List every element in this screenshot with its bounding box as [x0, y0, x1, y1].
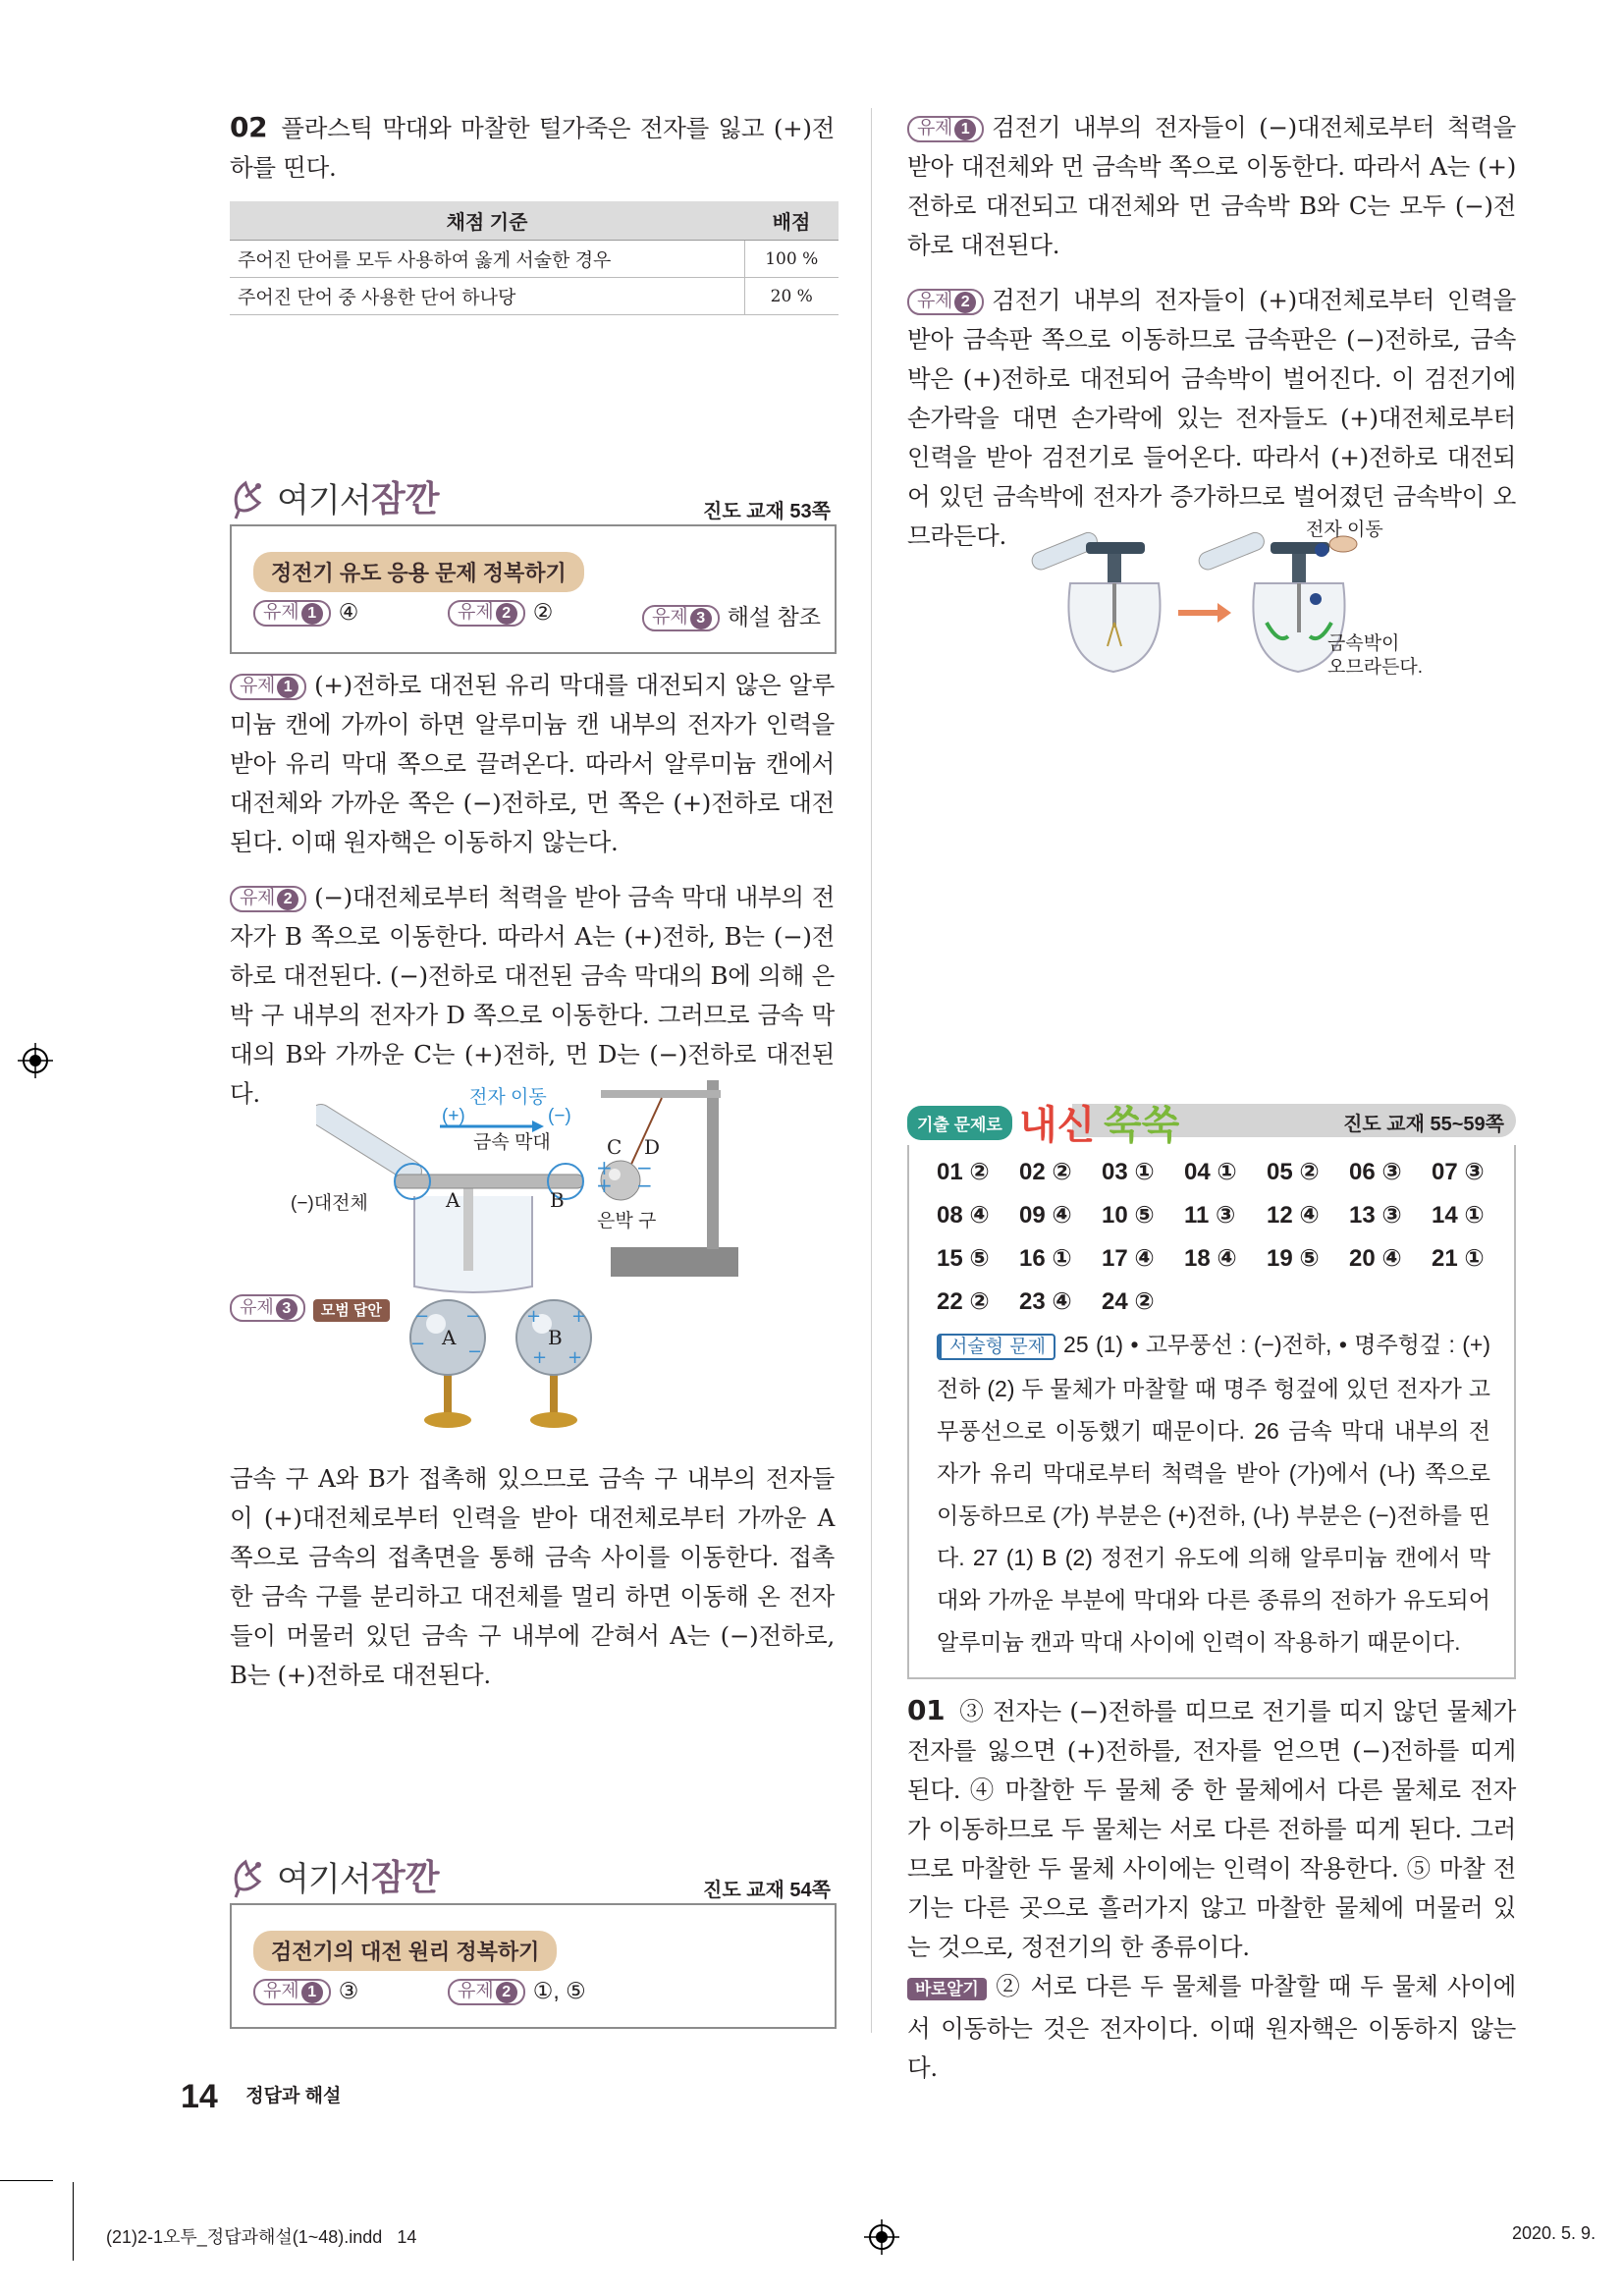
answer-1: 유제 1 ④ — [253, 599, 358, 627]
label-b: B — [550, 1188, 565, 1212]
svg-text:+: + — [526, 1306, 542, 1327]
label-metal-rod: 금속 막대 — [473, 1132, 551, 1153]
label-charged-body: (−)대전체 — [291, 1193, 368, 1214]
svg-text:−: − — [636, 1156, 653, 1179]
explanation-2: 유제 2 (−)대전체로부터 척력을 받아 금속 막대 내부의 전자가 B 쪽으로 이동한다. 따라서 A는 (+)전하, B는 (−)전하로 대전된다. (−)전하로 대전된 금속 막대의 B에 의해 은박 구 내부의 전자가 D 쪽으로 이동한다. 그러므로 금속 막대의 B와 가까운 C는 (+)전하, 먼 D는 (−)전하로 대전된다. — [230, 883, 835, 1108]
exam-answers — [937, 1151, 1514, 1324]
figure-induction — [291, 1080, 748, 1296]
answer-2: 유제 2 ①, ⑤ — [448, 1978, 586, 2005]
label-electron-move: 전자 이동 — [469, 1087, 547, 1108]
answer-row: 08 ④ 09 ④ 10 ⑤ 11 ③ 12 ④ 13 ③ 14 ① — [937, 1202, 1485, 1229]
section-title-b: 잠깐 — [371, 1857, 440, 1897]
section-pill: 정전기 유도 응용 문제 정복하기 — [253, 552, 584, 592]
section-box-1 — [230, 524, 837, 654]
question-01-block — [907, 1691, 1516, 2088]
sphere-a-label: A — [442, 1326, 457, 1349]
crop-line-h — [0, 2180, 53, 2181]
correction: 바로알기 ② 서로 다른 두 물체를 마찰할 때 두 물체 사이에서 이동하는 것은 전자이다. 이때 원자핵은 이동하지 않는다. — [907, 1972, 1516, 2082]
exam-label: 기출 문제로 — [907, 1106, 1012, 1140]
column-divider — [871, 108, 872, 2033]
answer-3: 유제 3 해설 참조 — [642, 599, 821, 631]
sphere-b-label: B — [548, 1326, 563, 1349]
exam-ref: 진도 교재 55~59쪽 — [1343, 1114, 1504, 1135]
section-header-1 — [230, 469, 835, 520]
score-header-points: 배점 — [744, 201, 839, 241]
label-c: C — [607, 1135, 622, 1159]
svg-text:−: − — [410, 1334, 426, 1354]
label-d: D — [644, 1135, 661, 1159]
left-explanations — [230, 666, 835, 1114]
essay-answers: 서술형 문제 25 (1) • 고무풍선 : (−)전하, • 명주헝겊 : (+)전하 (2) 두 물체가 마찰할 때 명주 헝겊에 있던 전자가 고무풍선으로 이동했기 때문이다. 26 금속 막대 내부의 전자가 유리 막대로부터 척력을 받아 (가)에서 (나) 쪽으로 이동하므로 (가) 부분은 (+)전하, (나) 부분은 (−)전하를 띤다. 27 (1) B (2) 정전기 유도에 의해 알루미늄 캔에서 막대와 가까운 부분에 막대와 다른 종류의 전하가 유도되어 알루미늄 캔과 막대 사이에 인력이 작용하기 때문이다. — [937, 1332, 1490, 1655]
label-a: A — [446, 1188, 460, 1212]
answer-row: 15 ⑤ 16 ① 17 ④ 18 ④ 19 ⑤ 20 ④ 21 ① — [937, 1245, 1485, 1272]
explanation-1: 유제 1 (+)전하로 대전된 유리 막대를 대전되지 않은 알루미늄 캔에 가까이 하면 알루미늄 캔 내부의 전자가 인력을 받아 유리 막대 쪽으로 끌려온다. 따라서 알루미늄 캔에서 대전체와 가까운 쪽은 (−)전하로, 먼 쪽은 (+)전하로 대전된다. 이때 원자핵은 이동하지 않는다. — [230, 671, 835, 856]
registration-mark-icon — [864, 2219, 899, 2255]
question-01: 01 ③ 전자는 (−)전하를 띠므로 전기를 띠지 않던 물체가 전자를 잃으면 (+)전하를, 전자를 얻으면 (−)전하를 띠게 된다. ④ 마찰한 두 물체 중 한 물체에서 다른 물체로 전자가 이동하므로 두 물체는 서로 다른 전하를 띠게 된다. 그러므로 마찰한 두 물체 사이에는 인력이 작용한다. ⑤ 마찰 전기는 다른 곳으로 흘러가지 않고 마찰한 물체에 머물러 있는 것으로, 정전기의 한 종류이다. — [907, 1694, 1516, 1961]
score-header-criteria: 채점 기준 — [230, 201, 744, 241]
label-minus: (−) — [548, 1106, 571, 1126]
left-column — [230, 108, 835, 315]
figure-spheres — [405, 1294, 601, 1432]
right-explanation-1: 유제 1 검전기 내부의 전자들이 (−)대전체로부터 척력을 받아 대전체와 먼 금속박 쪽으로 이동한다. 따라서 A는 (+)전하로 대전되고 대전체와 먼 금속박 B와 C는 모두 (−)전하로 대전된다. — [907, 113, 1516, 259]
induction-diagram — [316, 1080, 748, 1296]
exam-title-b: 쑥쑥 — [1104, 1104, 1180, 1147]
correction-tag: 바로알기 — [907, 1978, 987, 2000]
svg-text:−: − — [467, 1341, 483, 1362]
example-3-header: 유제 3 모범 답안 — [230, 1294, 390, 1322]
svg-text:+: + — [596, 1174, 613, 1197]
satellite-icon — [230, 1854, 269, 1899]
label-electron-move: 전자 이동 — [1306, 519, 1383, 540]
label-plus: (+) — [442, 1106, 465, 1126]
section-title-b: 잠깐 — [371, 478, 440, 519]
label-foil-2: 오므라든다. — [1327, 657, 1424, 678]
svg-text:+: + — [532, 1347, 548, 1368]
example-3-text: 금속 구 A와 B가 접촉해 있으므로 금속 구 내부의 전자들이 (+)대전체로부터 인력을 받아 대전체로부터 가까운 A 쪽으로 금속의 접촉면을 통해 금속 사이를 이동한다. 접촉한 금속 구를 분리하고 대전체를 멀리 하면 이동해 온 전자들이 머물러 있던 금속 구 내부에 갇혀서 A는 (−)전하로, B는 (+)전하로 대전된다. — [230, 1464, 835, 1689]
print-date: 2020. 5. 9. — [1512, 2223, 1596, 2243]
figure-electroscope — [1031, 515, 1443, 682]
svg-text:−: − — [636, 1174, 653, 1197]
right-column — [907, 108, 1516, 556]
svg-text:−: − — [414, 1306, 430, 1327]
section-pill: 검전기의 대전 원리 정복하기 — [253, 1931, 557, 1971]
question-02: 02 플라스틱 막대와 마찰한 털가죽은 전자를 잃고 (+)전하를 띤다. — [230, 111, 835, 182]
section-box-2 — [230, 1903, 837, 2029]
label-foil-ball: 은박 구 — [597, 1211, 657, 1231]
answer-2: 유제 2 ② — [448, 599, 553, 627]
section-ref: 진도 교재 54쪽 — [703, 1880, 831, 1901]
section-title-a: 여기서 — [277, 482, 371, 519]
score-table — [230, 201, 839, 315]
model-answer-badge: 모범 답안 — [313, 1299, 390, 1322]
file-info: (21)2-1오투_정답과해설(1~48).indd 14 — [106, 2227, 417, 2247]
exam-header — [907, 1098, 1516, 1147]
table-row: 주어진 단어 중 사용한 단어 하나당 20 % — [230, 278, 839, 315]
table-row: 주어진 단어를 모두 사용하여 옳게 서술한 경우 100 % — [230, 241, 839, 278]
exam-title-a: 내신 — [1019, 1104, 1096, 1147]
answer-row: 22 ② 23 ④ 24 ② — [937, 1288, 1155, 1315]
essay-tag: 서술형 문제 — [937, 1334, 1055, 1360]
section-header-2 — [230, 1848, 835, 1899]
right-explanation-2: 유제 2 검전기 내부의 전자들이 (+)대전체로부터 인력을 받아 금속판 쪽으로 이동하므로 금속판은 (−)전하로, 금속박은 (+)전하로 대전되어 금속박이 벌어진다. 이 검전기에 손가락을 대면 손가락에 있는 전자들도 (+)대전체로부터 인력을 받아 검전기로 들어온다. 따라서 (+)전하로 대전되어 있던 금속박에 전자가 증가하므로 벌어졌던 금속박이 오므라든다. — [907, 286, 1516, 550]
crop-line-v — [73, 2182, 74, 2261]
page-label: 정답과 해설 — [245, 2086, 342, 2106]
exam-box — [907, 1145, 1516, 1679]
section-title-a: 여기서 — [277, 1861, 371, 1898]
page-footer — [181, 2078, 341, 2116]
page-number: 14 — [181, 2078, 218, 2115]
section-ref: 진도 교재 53쪽 — [703, 501, 831, 522]
svg-text:+: + — [596, 1156, 613, 1179]
answer-row: 01 ② 02 ② 03 ① 04 ① 05 ② 06 ③ 07 ③ — [937, 1159, 1485, 1185]
spheres-diagram — [405, 1294, 601, 1432]
label-foil-1: 금속박이 — [1327, 633, 1400, 654]
svg-text:−: − — [465, 1306, 481, 1327]
registration-mark-icon — [18, 1043, 53, 1078]
satellite-icon — [230, 475, 269, 520]
answer-1: 유제 1 ③ — [253, 1978, 358, 2005]
svg-text:+: + — [568, 1347, 583, 1368]
svg-text:+: + — [571, 1306, 587, 1327]
